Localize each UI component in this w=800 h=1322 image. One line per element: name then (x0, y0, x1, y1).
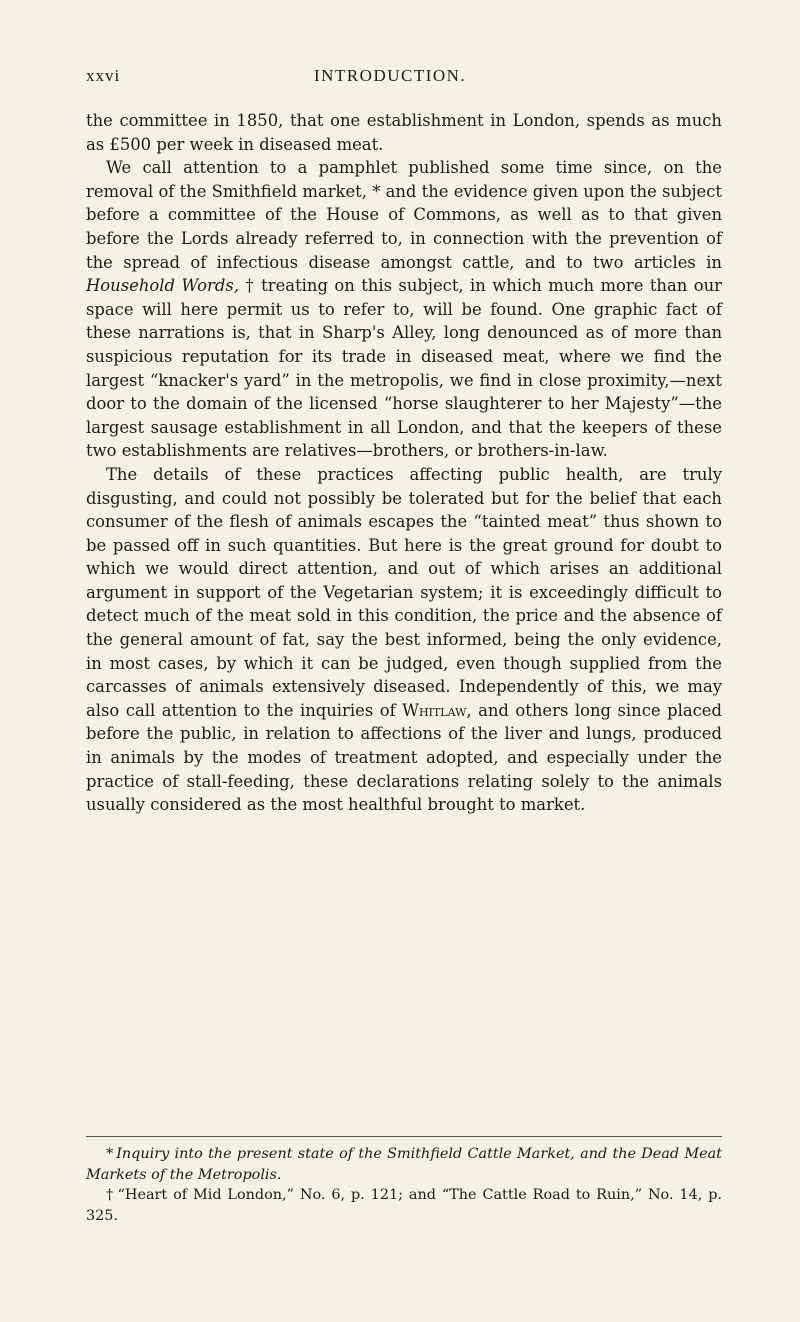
main-text (86, 109, 722, 817)
paragraph-1 (86, 109, 722, 156)
whitlaw-name: Whitlaw, (402, 700, 472, 720)
footnote-1-text: Inquiry into the present state of the Smithfield Cattle Market, and the Dead Meat Markets of the Metropolis. (86, 1146, 722, 1183)
paragraph-2-part-b: † treating on this subject, in which much more than our space will here permit us to refer to, will be found. One graphic fact of these narrations is, that in Sharp's Alley, long denounced as of more than suspicious reputation for its trade in diseased meat, where we find the largest “knacker's yard” in the metropolis, we find in close proximity,—next door to the domain of the licensed “horse slaughterer to her Majesty”—the largest sausage establishment in all London, and that the keepers of these two establishments are relatives—brothers, or brothers-in-law. (86, 276, 722, 461)
footnote-1 (86, 1144, 722, 1185)
footnote-divider (86, 1136, 722, 1137)
footnote-2-marker: † (106, 1187, 115, 1203)
household-words-title: Household Words, (86, 276, 239, 296)
footnote-1-marker: * (106, 1146, 114, 1162)
paragraph-1-text: the committee in 1850, that one establishment in London, spends as much as £500 per week in diseased meat. (86, 111, 722, 154)
running-head: INTRODUCTION. (314, 66, 467, 85)
page-number: xxvi (86, 66, 121, 85)
paragraph-3-part-a: The details of these practices affecting public health, are truly disgusting, and could not possibly be tolerated but for the belief that each consumer of the flesh of animals escapes the “tainted meat” thus shown to be passed off in such quantities. But here is the great ground for doubt to which we would direct attention, and out of which arises an additional argument in support of the Vegetarian system; it is exceedingly difficult to detect much of the meat sold in this condition, the price and the absence of the general amount of fat, say the best informed, being the only evidence, in most cases, by which it can be judged, even though supplied from the carcasses of animals extensively diseased. Independently of this, we may also call attention to the inquiries of (86, 464, 722, 720)
paragraph-3 (86, 463, 722, 817)
paragraph-2-part-a: We call attention to a pamphlet published some time since, on the removal of the Smithfield market, * and the evidence given upon the subject before a committee of the House of Commons, as well as to that given before the Lords already referred to, in connection with the prevention of the spread of infectious disease amongst cattle, and to two articles in (86, 158, 722, 272)
paragraph-3-part-b: and others long since placed before the public, in relation to affections of the liver and lungs, produced in animals by the modes of treatment adopted, and especially under the practice of stall-feeding, these declarations relating solely to the animals usually considered as the most healthful brought to market. (86, 700, 722, 815)
page-header (86, 66, 722, 90)
paragraph-2 (86, 156, 722, 463)
footnote-2 (86, 1185, 722, 1226)
footnote-2-text: “Heart of Mid London,” No. 6, p. 121; and “The Cattle Road to Ruin,” No. 14, p. 325. (86, 1187, 722, 1224)
footnotes (86, 1144, 722, 1226)
